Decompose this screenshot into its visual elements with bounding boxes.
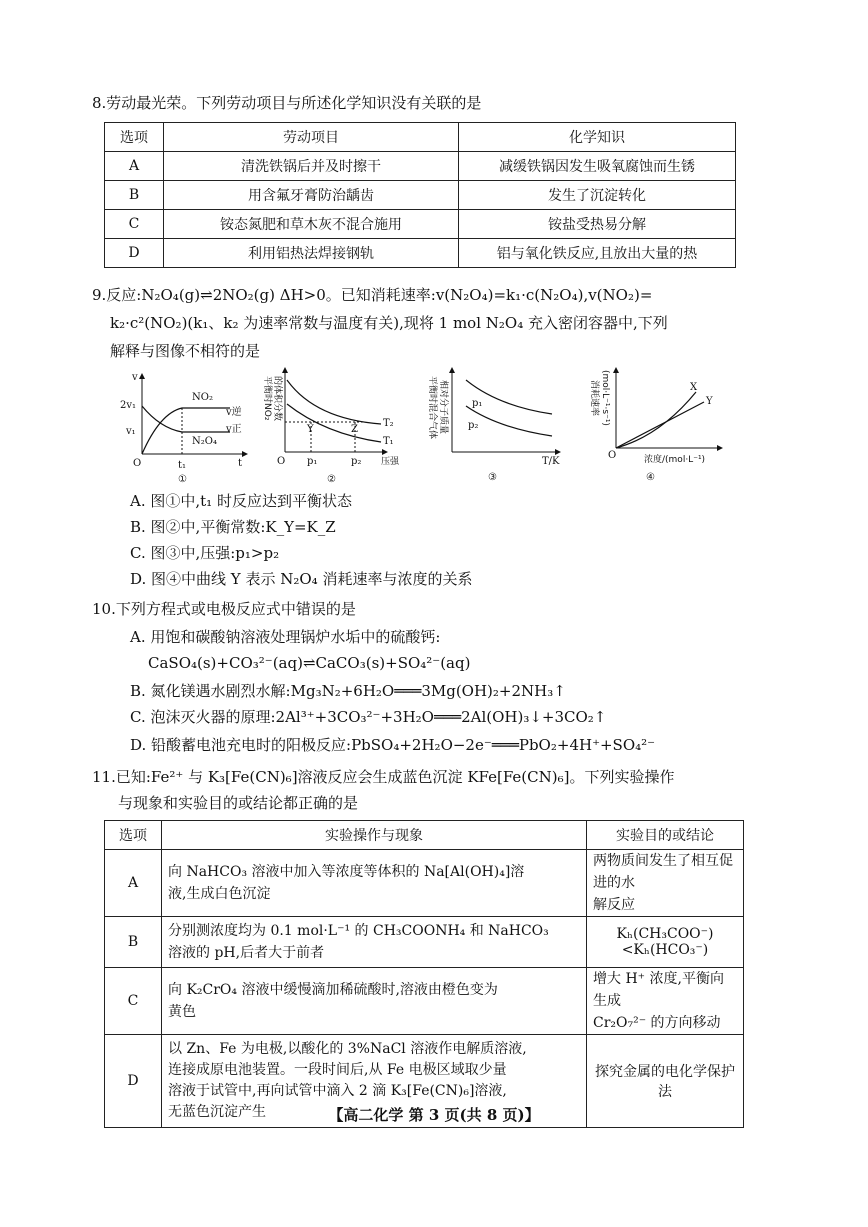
label-T2: T₂	[383, 418, 394, 429]
t2-curve	[287, 380, 381, 424]
cell: D	[105, 239, 164, 268]
label-p1: p₁	[307, 456, 318, 467]
y-label-1: 平衡时混合气体	[427, 376, 437, 440]
label-origin: O	[133, 458, 142, 469]
q9-line1: 9.反应:N₂O₄(g)⇌2NO₂(g) ΔH>0。已知消耗速率:v(N₂O₄)=k₁·c(N₂O₄),v(NO₂)=	[92, 286, 653, 304]
col-header: 选项	[105, 821, 162, 850]
label-vzh: v正	[226, 424, 242, 435]
cell: C	[105, 968, 162, 1035]
y-label-2: (mol·L⁻¹·s⁻¹)	[600, 370, 610, 426]
label-vni: v逆	[226, 407, 242, 418]
col-header: 化学知识	[459, 123, 736, 152]
cell-line: 溶液的 pH,后者大于前者	[168, 945, 325, 961]
figure-3	[418, 366, 568, 486]
label-origin: O	[277, 456, 286, 467]
x-label: 压强	[381, 457, 400, 467]
q9-line3: 解释与图像不相符的是	[110, 342, 261, 360]
label-t1: t₁	[178, 460, 187, 471]
cell: 用含氟牙膏防治龋齿	[164, 181, 459, 210]
label-p1: p₁	[472, 398, 483, 409]
cell: 铵态氮肥和草木灰不混合施用	[164, 210, 459, 239]
cell: 减缓铁锅因发生吸氧腐蚀而生锈	[459, 152, 736, 181]
cell	[162, 968, 587, 1035]
col-header: 实验操作与现象	[162, 821, 587, 850]
table-header-row	[105, 123, 736, 152]
cell: A	[105, 850, 162, 917]
cell: 探究金属的电化学保护法	[587, 1035, 744, 1128]
figure-number: ①	[178, 474, 187, 485]
col-header: 实验目的或结论	[587, 821, 744, 850]
cell-line: 向 K₂CrO₄ 溶液中缓慢滴加稀硫酸时,溶液由橙色变为	[168, 982, 498, 998]
cell: 铵盐受热易分解	[459, 210, 736, 239]
q10-option-a: A. 用饱和碳酸钠溶液处理锅炉水垢中的硫酸钙:	[130, 628, 441, 646]
cell: 清洗铁锅后并及时擦干	[164, 152, 459, 181]
y-label-1: 平衡时NO₂	[262, 376, 272, 421]
cell-line: 连接成原电池装置。一段时间后,从 Fe 电极区域取少量	[168, 1062, 507, 1078]
n2o4-curve	[142, 406, 230, 432]
col-header: 选项	[105, 123, 164, 152]
label-2v1: 2v₁	[120, 400, 137, 411]
table-row	[105, 850, 744, 917]
q8-table	[104, 122, 736, 268]
cell-line: 分别测浓度均为 0.1 mol·L⁻¹ 的 CH₃COONH₄ 和 NaHCO₃	[168, 923, 549, 939]
cell-line: 以 Zn、Fe 为电极,以酸化的 3%NaCl 溶液作电解质溶液,	[168, 1041, 527, 1057]
page-footer: 【高二化学 第 3 页(共 8 页)】	[328, 1106, 540, 1124]
label-no2: NO₂	[192, 392, 213, 403]
table-row	[105, 917, 744, 968]
q11-line2: 与现象和实验目的或结论都正确的是	[118, 794, 359, 812]
cell	[162, 917, 587, 968]
q9-option-b: B. 图②中,平衡常数:K_Y=K_Z	[130, 518, 336, 536]
x-label: 浓度/(mol·L⁻¹)	[644, 455, 706, 465]
cell-line: 解反应	[593, 897, 635, 913]
figure-number: ④	[646, 472, 655, 483]
cell-line: 向 NaHCO₃ 溶液中加入等浓度等体积的 Na[Al(OH)₄]溶	[168, 864, 525, 880]
cell: Kₕ(CH₃COO⁻)<Kₕ(HCO₃⁻)	[587, 917, 744, 968]
cell	[587, 850, 744, 917]
figure-number: ③	[488, 472, 497, 483]
table-header-row	[105, 821, 744, 850]
figure-1	[120, 368, 255, 486]
x-label: T/K	[542, 456, 560, 467]
cell	[587, 968, 744, 1035]
label-Z: Z	[351, 424, 358, 435]
cell-line: 增大 H⁺ 浓度,平衡向生成	[593, 971, 724, 1009]
label-Y: Y	[307, 424, 314, 435]
label-Y: Y	[706, 396, 713, 407]
label-v: v	[132, 372, 138, 383]
cell: B	[105, 917, 162, 968]
table-row	[105, 210, 736, 239]
cell: 利用铝热法焊接钢轨	[164, 239, 459, 268]
cell: 铝与氧化铁反应,且放出大量的热	[459, 239, 736, 268]
label-t: t	[238, 458, 243, 469]
cell	[162, 850, 587, 917]
q10-option-a-equation: CaSO₄(s)+CO₃²⁻(aq)⇌CaCO₃(s)+SO₄²⁻(aq)	[148, 654, 471, 672]
figure-2	[255, 364, 415, 486]
cell: B	[105, 181, 164, 210]
q10-option-c: C. 泡沫灭火器的原理:2Al³⁺+3CO₃²⁻+3H₂O═══2Al(OH)₃↓+3CO₂↑	[130, 708, 607, 726]
label-origin: O	[608, 450, 617, 461]
curve-x	[616, 392, 696, 448]
p2-curve	[466, 406, 552, 436]
y-label-2: 相对分子质量	[438, 380, 448, 435]
q10-stem: 10.下列方程式或电极反应式中错误的是	[92, 600, 356, 618]
table-row	[105, 968, 744, 1035]
q10-option-d: D. 铅酸蓄电池充电时的阳极反应:PbSO₄+2H₂O−2e⁻═══PbO₂+4H⁺+SO₄²⁻	[130, 736, 656, 754]
q9-option-c: C. 图③中,压强:p₁>p₂	[130, 544, 280, 562]
col-header: 劳动项目	[164, 123, 459, 152]
cell-line: 溶液于试管中,再向试管中滴入 2 滴 K₃[Fe(CN)₆]溶液,	[168, 1083, 507, 1099]
cell: D	[105, 1035, 162, 1128]
q10-option-b: B. 氮化镁遇水剧烈水解:Mg₃N₂+6H₂O═══3Mg(OH)₂+2NH₃↑	[130, 682, 566, 700]
cell-line: Cr₂O₇²⁻ 的方向移动	[593, 1015, 721, 1031]
cell: 发生了沉淀转化	[459, 181, 736, 210]
cell-line: 无蓝色沉淀产生	[168, 1104, 266, 1120]
y-label-1: 消耗速率	[589, 380, 599, 417]
q8-stem: 8.劳动最光荣。下列劳动项目与所述化学知识没有关联的是	[92, 94, 482, 112]
y-label-2: 的体积分数	[272, 376, 282, 422]
label-v1: v₁	[126, 426, 136, 437]
label-p2: p₂	[468, 420, 479, 431]
cell-line: 液,生成白色沉淀	[168, 886, 271, 902]
figure-number: ②	[327, 474, 336, 485]
no2-curve	[142, 408, 230, 454]
q11-table	[104, 820, 744, 1128]
table-row	[105, 181, 736, 210]
q11-line1: 11.已知:Fe²⁺ 与 K₃[Fe(CN)₆]溶液反应会生成蓝色沉淀 KFe[Fe(CN)₆]。下列实验操作	[92, 768, 675, 786]
label-p2: p₂	[351, 456, 362, 467]
table-row	[105, 239, 736, 268]
cell-line: 黄色	[168, 1004, 196, 1020]
q9-option-d: D. 图④中曲线 Y 表示 N₂O₄ 消耗速率与浓度的关系	[130, 570, 473, 588]
q9-option-a: A. 图①中,t₁ 时反应达到平衡状态	[130, 492, 352, 510]
label-T1: T₁	[383, 436, 394, 447]
figure-4	[580, 366, 740, 486]
label-X: X	[690, 382, 698, 393]
cell: C	[105, 210, 164, 239]
label-n2o4: N₂O₄	[192, 436, 217, 447]
table-row	[105, 152, 736, 181]
cell: A	[105, 152, 164, 181]
q9-line2: k₂·c²(NO₂)(k₁、k₂ 为速率常数与温度有关),现将 1 mol N₂O₄ 充入密闭容器中,下列	[110, 314, 668, 332]
cell-line: 两物质间发生了相互促进的水	[593, 853, 733, 891]
line-y	[616, 402, 704, 448]
